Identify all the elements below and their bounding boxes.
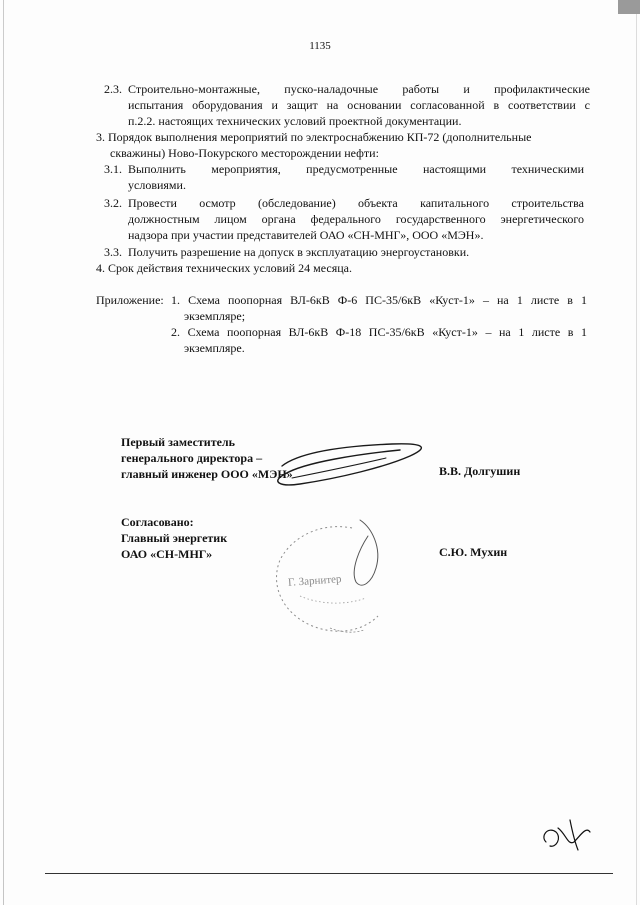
item-2-3-line-3: п.2.2. настоящих технических условий проектной документации. xyxy=(128,114,462,128)
signatory-1-name: В.В. Долгушин xyxy=(439,464,521,478)
item-3-line-2: скважины) Ново-Покурского месторождении нефти: xyxy=(110,146,379,160)
item-3-1-line-1: Выполнить мероприятия, предусмотренные настоящими техническими xyxy=(128,162,584,176)
item-3-2-line-2: должностным лицом органа федерального государственного энергетического xyxy=(128,212,584,226)
item-2-3-number: 2.3. xyxy=(104,82,122,96)
item-4-text: 4. Срок действия технических условий 24 месяца. xyxy=(96,261,352,275)
item-3-1-number: 3.1. xyxy=(104,162,122,176)
signatory-2-title-line-2: Главный энергетик xyxy=(121,531,228,545)
signatory-2-title-line-1: Согласовано: xyxy=(121,515,194,529)
item-3-1-line-2: условиями. xyxy=(128,178,186,192)
item-3-3-text: Получить разрешение на допуск в эксплуатацию энергоустановки. xyxy=(128,245,470,259)
signatory-1-title-line-1: Первый заместитель xyxy=(121,435,235,449)
initials-stroke xyxy=(544,820,590,850)
item-3-2-line-1: Провести осмотр (обследование) объекта капитального строительства xyxy=(128,196,584,210)
item-3-2-number: 3.2. xyxy=(104,196,122,210)
item-3-2-line-3: надзора при участии представителей ОАО «СН-МНГ», ООО «МЭН». xyxy=(128,228,484,242)
appendix-label: Приложение: xyxy=(96,293,164,307)
appendix-entry-2-line-2: экземпляре. xyxy=(184,341,245,355)
item-3-line-1: 3. Порядок выполнения мероприятий по электроснабжению КП-72 (дополнительные xyxy=(96,130,532,144)
item-2-3-line-2: испытания оборудования и защит на основании согласованной в соответствии с xyxy=(128,98,590,112)
item-2-3-line-1: Строительно-монтажные, пуско-наладочные работы и профилактические xyxy=(128,82,590,96)
stamp-text: Г. Зарнитер xyxy=(287,573,342,589)
signatory-2-name: С.Ю. Мухин xyxy=(439,545,508,559)
footer-rule xyxy=(45,873,613,874)
signatory-2-title-line-3: ОАО «СН-МНГ» xyxy=(121,547,213,561)
page-number: 1135 xyxy=(309,40,331,52)
item-3-3-number: 3.3. xyxy=(104,245,122,259)
appendix-entry-1-line-2: экземпляре; xyxy=(184,309,246,323)
signatory-1-title-line-3: главный инженер ООО «МЭН» xyxy=(121,467,293,481)
appendix-entry-2-line-1: 2. Схема поопорная ВЛ-6кВ Ф-18 ПС-35/6кВ «Куст-1» – на 1 листе в 1 xyxy=(171,325,587,339)
signatory-1-title-line-2: генерального директора – xyxy=(121,451,263,465)
appendix-entry-1-line-1: 1. Схема поопорная ВЛ-6кВ Ф-6 ПС-35/6кВ «Куст-1» – на 1 листе в 1 xyxy=(171,293,587,307)
